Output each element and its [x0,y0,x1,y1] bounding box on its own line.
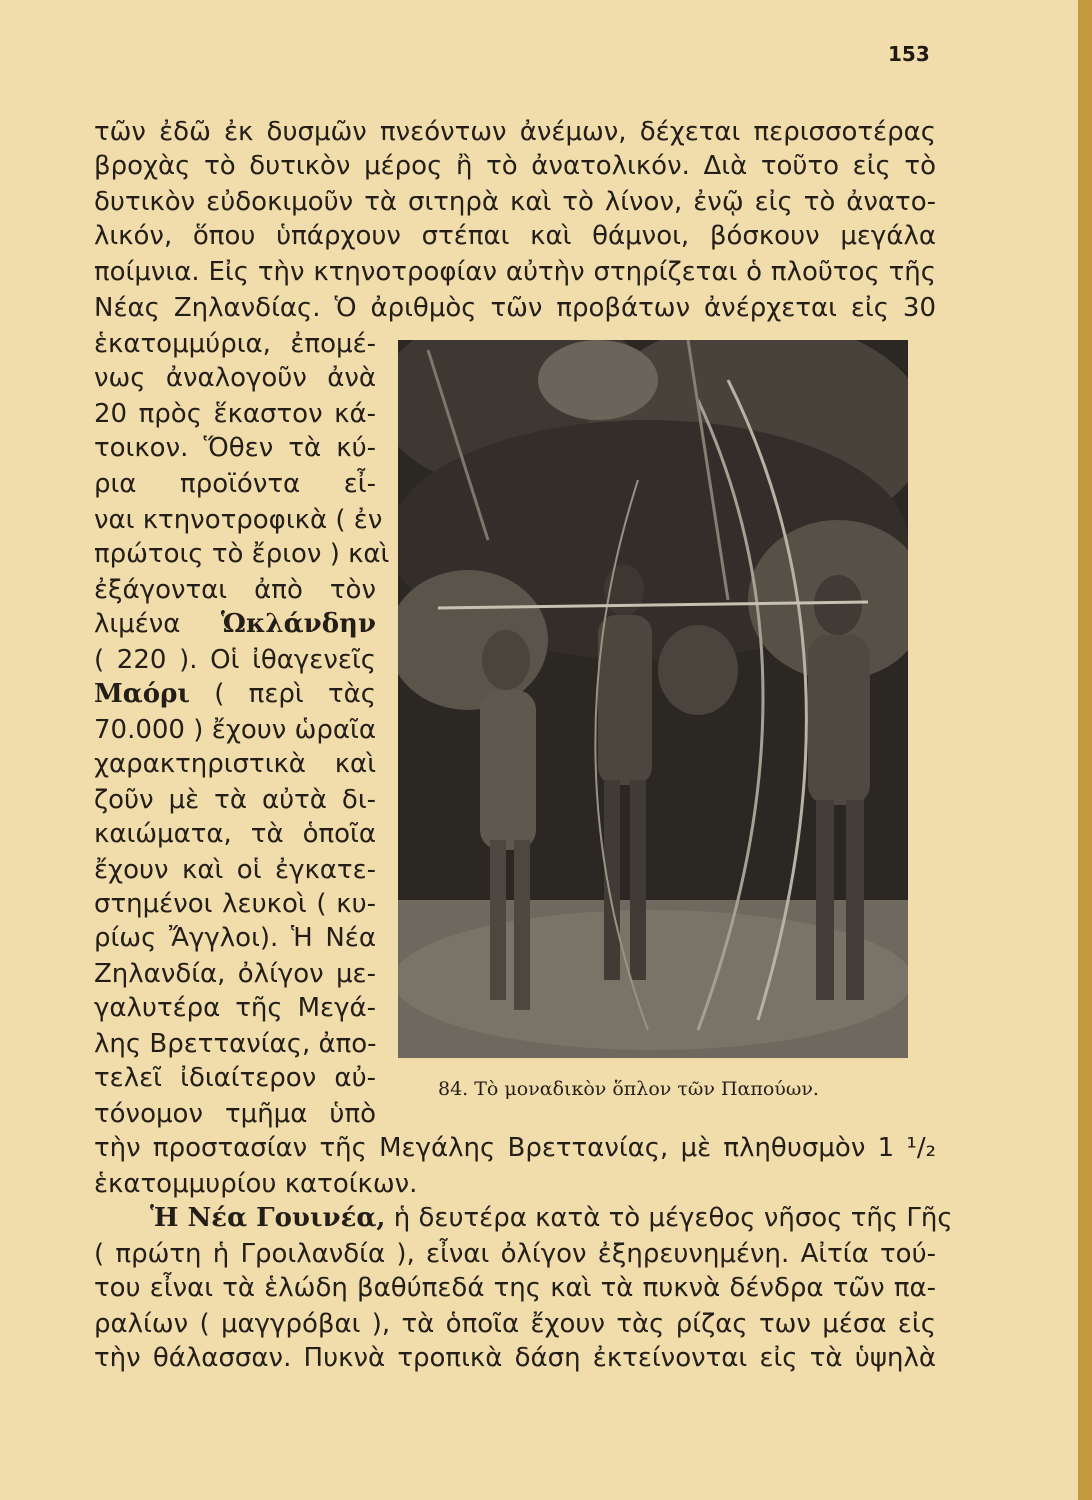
figure-photo [398,340,908,1058]
text-line: τὴν προστασίαν τῆς Μεγάλης Βρεττανίας, μὲ πληθυσμὸν 1 ¹/₂ [94,1133,936,1163]
page-edge [1078,0,1092,1500]
text-line: 70.000 ) ἔχουν ὡραῖα [94,715,376,745]
text-line: ρίως Ἄγγλοι). Ἡ Νέα [94,923,376,953]
figure-caption: 84. Τὸ μοναδικὸν ὅπλον τῶν Παπούων. [438,1078,819,1100]
text-line: χαρακτηριστικὰ καὶ [94,749,376,779]
text-line: γαλυτέρα τῆς Μεγά- [94,993,376,1023]
place-name-bold: Ἡ Νέα Γουινέα, [150,1203,386,1233]
text-line: Ζηλανδία, ὀλίγον με- [94,959,376,989]
text-line: του εἶναι τὰ ἑλώδη βαθύπεδά της καὶ τὰ πυκνὰ δένδρα τῶν πα- [94,1273,936,1303]
text-span: ἡ δευτέρα κατὰ τὸ μέγεθος νῆσος τῆς Γῆς [385,1203,953,1233]
text-line: τοικον. Ὅθεν τὰ κύ- [94,433,376,463]
text-line: τελεῖ ἰδιαίτερον αὐ- [94,1063,376,1093]
text-line: πρώτοις τὸ ἔριον ) καὶ [94,539,390,569]
text-line: ραλίων ( μαγγρόβαι ), τὰ ὁποῖα ἔχουν τὰς ρίζας των μέσα εἰς [94,1309,936,1339]
text-line [94,676,376,712]
text-line: ἐξάγονται ἀπὸ τὸν [94,575,376,605]
text-line: καιώματα, τὰ ὁποῖα [94,819,376,849]
text-line: τὴν θάλασσαν. Πυκνὰ τροπικὰ δάση ἐκτείνονται εἰς τὰ ὑψηλὰ [94,1343,936,1373]
text-line: Νέας Ζηλανδίας. Ὁ ἀριθμὸς τῶν προβάτων ἀνέρχεται εἰς 30 [94,293,936,323]
text-line: ἑκατομμυρίου κατοίκων. [94,1169,418,1199]
photo-archers-image [398,340,908,1058]
text-line: ναι κτηνοτροφικὰ ( ἐν [94,505,383,535]
text-line: λικόν, ὅπου ὑπάρχουν στέπαι καὶ θάμνοι, βόσκουν μεγάλα [94,221,936,251]
text-line [94,606,376,642]
text-line: τόνομον τμῆμα ὑπὸ [94,1099,376,1129]
text-line [150,1200,953,1236]
text-line: 20 πρὸς ἕκαστον κά- [94,399,376,429]
text-line: ζοῦν μὲ τὰ αὐτὰ δι- [94,785,376,815]
page-number: 153 [888,42,930,66]
text-span: ( περὶ τὰς [214,679,377,709]
text-span: λιμένα [94,609,181,639]
people-name-bold: Μαόρι [94,679,191,709]
text-line: τῶν ἐδῶ ἐκ δυσμῶν πνεόντων ἀνέμων, δέχεται περισσοτέρας [94,117,936,147]
text-line: ἔχουν καὶ οἱ ἐγκατε- [94,855,376,885]
text-line: ρια προϊόντα εἶ- [94,469,376,499]
text-line: ἑκατομμύρια, ἐπομέ- [94,329,376,359]
text-line: ποίμνια. Εἰς τὴν κτηνοτροφίαν αὐτὴν στηρίζεται ὁ πλοῦτος τῆς [94,257,936,287]
text-line: βροχὰς τὸ δυτικὸν μέρος ἢ τὸ ἀνατολικόν. Διὰ τοῦτο εἰς τὸ [94,151,936,181]
text-line: στημένοι λευκοὶ ( κυ- [94,889,376,919]
text-line: νως ἀναλογοῦν ἀνὰ [94,363,376,393]
place-name-bold: Ὡκλάνδην [220,609,376,639]
text-line: δυτικὸν εὐδοκιμοῦν τὰ σιτηρὰ καὶ τὸ λίνον, ἐνῷ εἰς τὸ ἀνατο- [94,187,936,217]
text-line: ( πρώτη ἡ Γροιλανδία ), εἶναι ὀλίγον ἐξηρευνημένη. Αἰτία τού- [94,1239,936,1269]
text-line: λης Βρεττανίας, ἀπο- [94,1029,377,1059]
text-line: ( 220 ). Οἱ ἰθαγενεῖς [94,645,376,675]
